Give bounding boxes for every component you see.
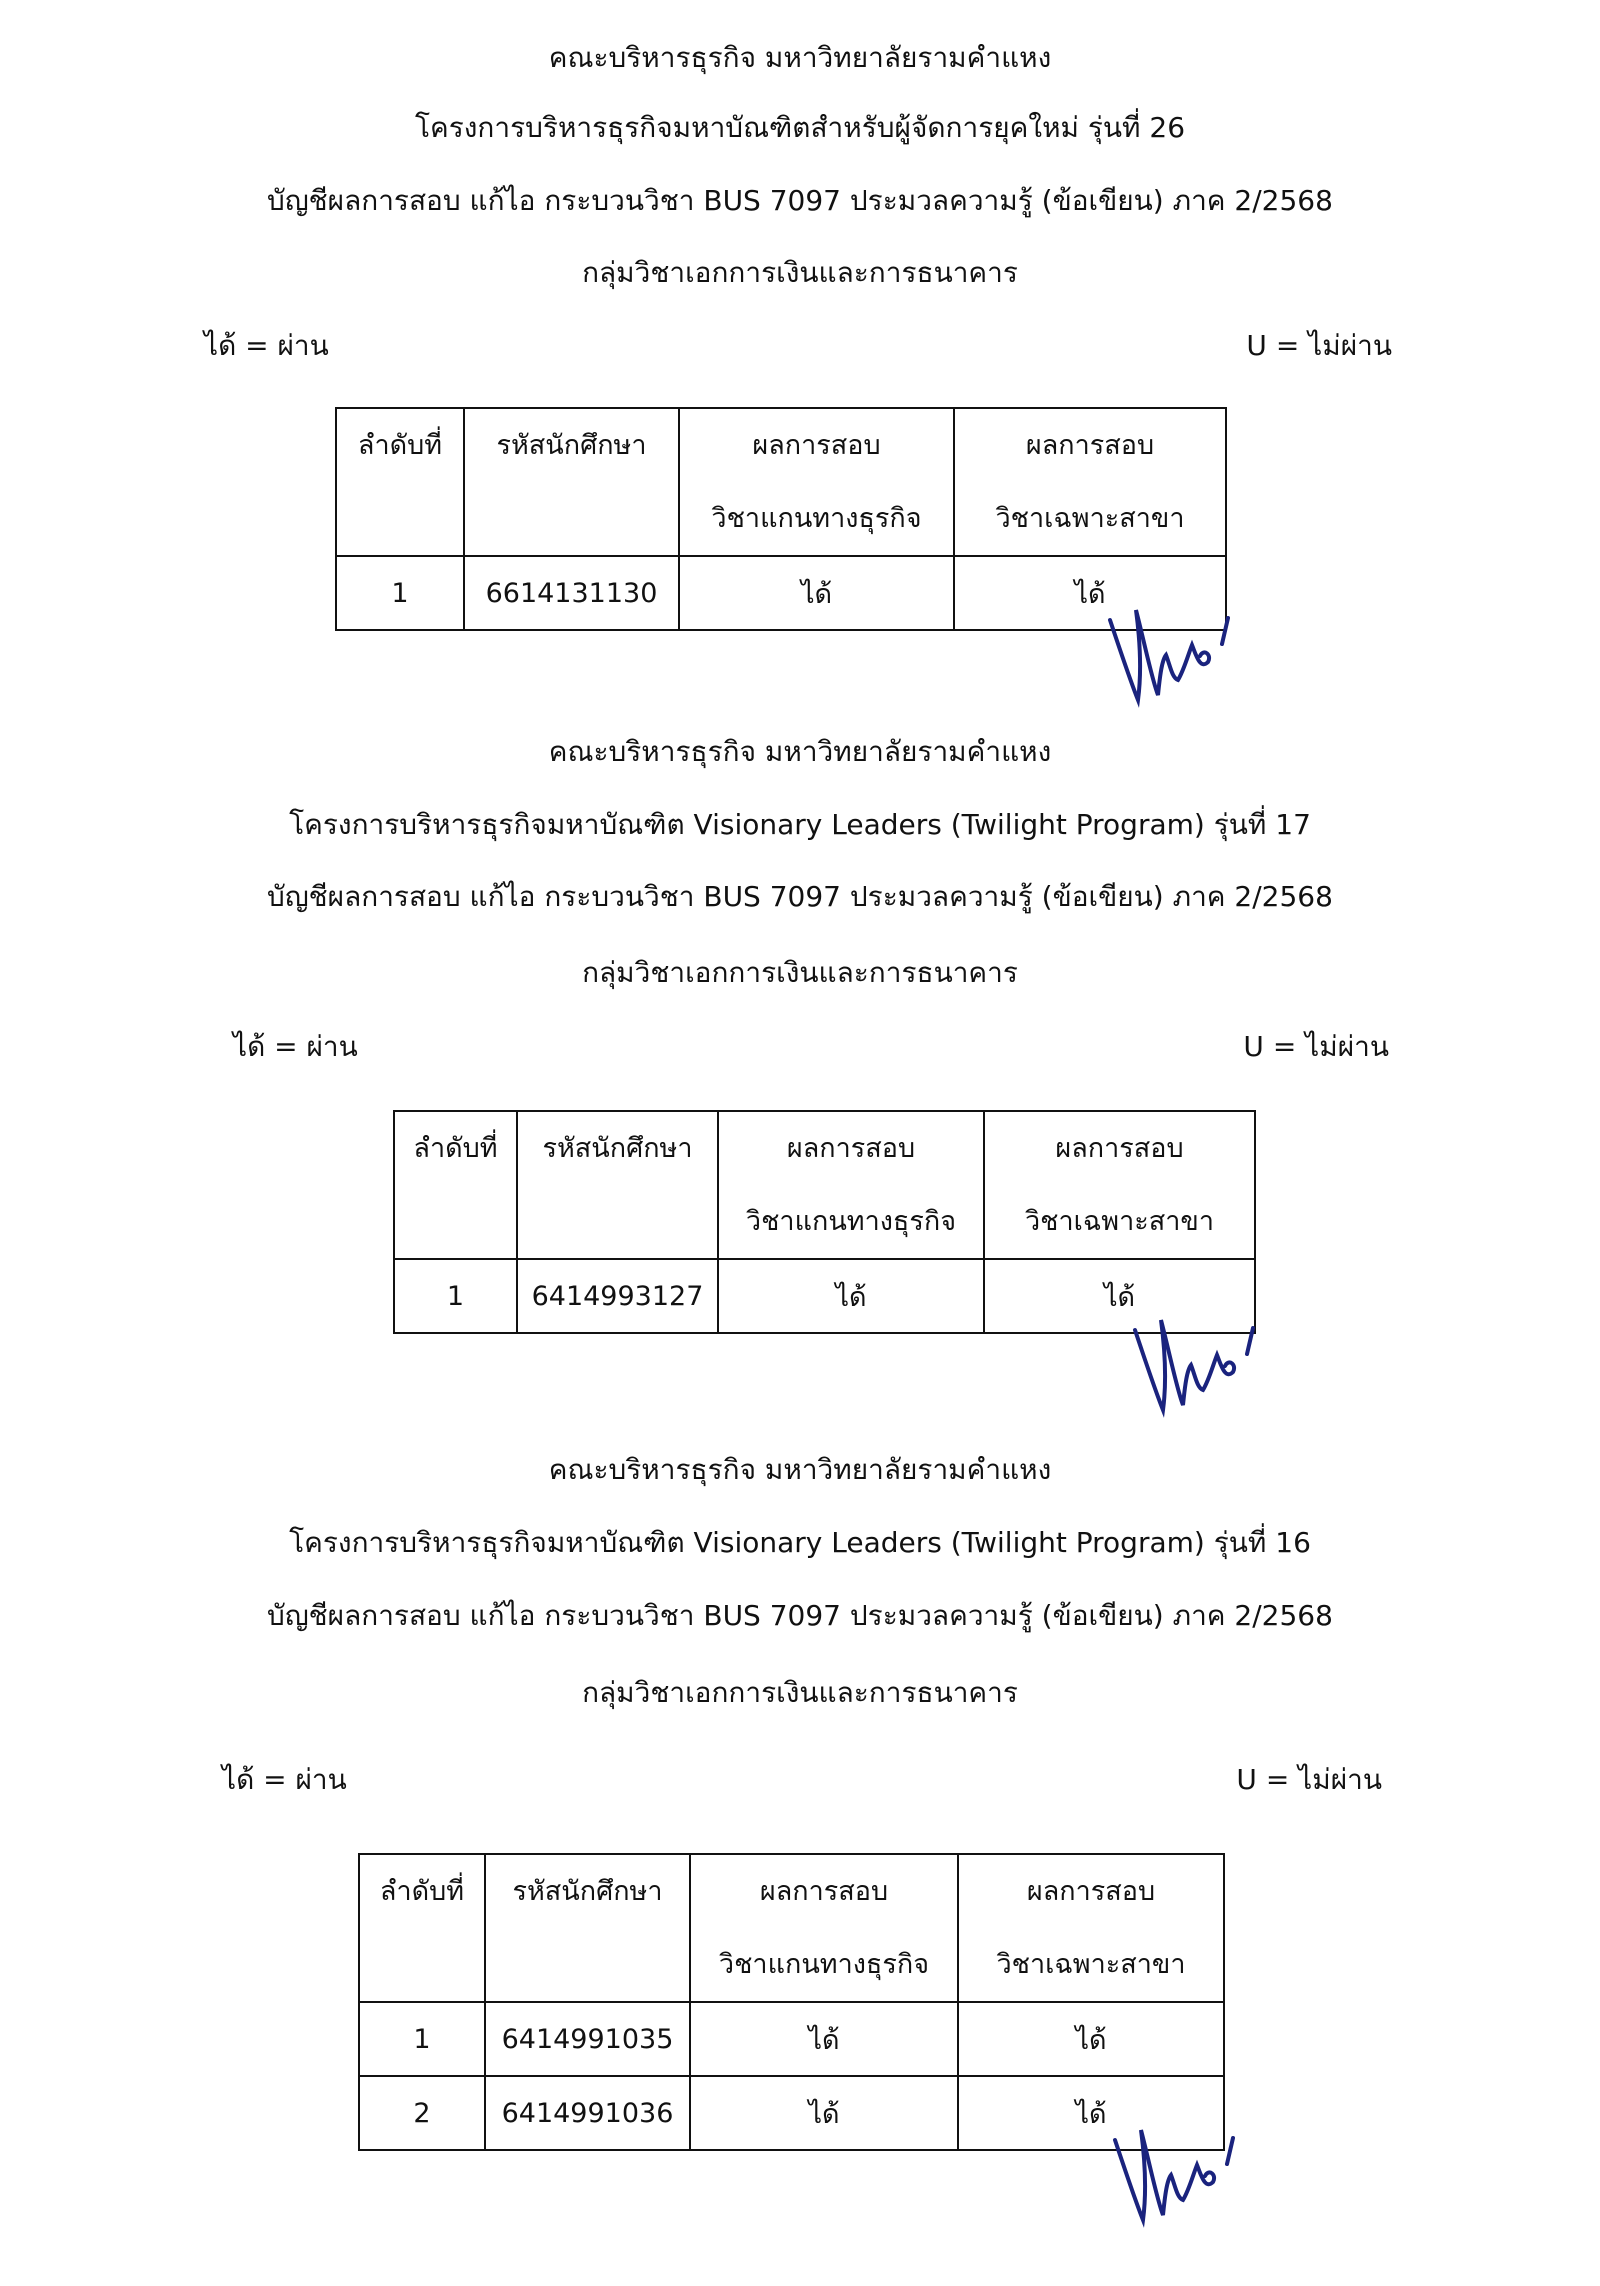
header-result-major: [958, 1854, 1224, 2002]
core-result: ได้: [690, 2002, 958, 2076]
header-result-label: ผลการสอบ: [786, 1133, 916, 1164]
legend-pass: ได้ = ผ่าน: [222, 1763, 347, 1796]
core-result: ได้: [679, 556, 954, 630]
header-row: [359, 1854, 1224, 2002]
title-line-3: บัญชีผลการสอบ แก้ไอ กระบวนวิชา BUS 7097 ประมวลความรู้ (ข้อเขียน) ภาค 2/2568: [267, 184, 1333, 217]
core-result: ได้: [718, 1259, 984, 1333]
table-row: [359, 2002, 1224, 2076]
header-core: วิชาแกนทางธุรกิจ: [711, 503, 922, 534]
row-no: 1: [359, 2002, 485, 2076]
title-line-4: กลุ่มวิชาเอกการเงินและการธนาคาร: [582, 956, 1018, 989]
header-student-id: รหัสนักศึกษา: [517, 1111, 718, 1259]
header-result-core: [679, 408, 954, 556]
row-no: 2: [359, 2076, 485, 2150]
results-table: [335, 407, 1227, 631]
header-result-major: [954, 408, 1226, 556]
legend-fail: U = ไม่ผ่าน: [1243, 1030, 1389, 1063]
header-row: [336, 408, 1226, 556]
title-line-2: โครงการบริหารธุรกิจมหาบัณฑิตสำหรับผู้จัดการยุคใหม่ รุ่นที่ 26: [414, 111, 1186, 144]
header-no: ลำดับที่: [394, 1111, 517, 1259]
legend-fail: U = ไม่ผ่าน: [1236, 1763, 1382, 1796]
title-line-3: บัญชีผลการสอบ แก้ไอ กระบวนวิชา BUS 7097 ประมวลความรู้ (ข้อเขียน) ภาค 2/2568: [267, 1599, 1333, 1632]
header-result-core: [690, 1854, 958, 2002]
major-result: ได้: [954, 556, 1226, 630]
results-table: [358, 1853, 1225, 2151]
header-major: วิชาเฉพาะสาขา: [1025, 1206, 1214, 1237]
table-row: [359, 2076, 1224, 2150]
title-line-2: โครงการบริหารธุรกิจมหาบัณฑิต Visionary Leaders (Twilight Program) รุ่นที่ 17: [289, 808, 1311, 841]
title-line-1: คณะบริหารธุรกิจ มหาวิทยาลัยรามคำแหง: [548, 735, 1052, 768]
header-core: วิชาแกนทางธุรกิจ: [718, 1949, 930, 1980]
header-result-label: ผลการสอบ: [752, 430, 881, 461]
title-line-4: กลุ่มวิชาเอกการเงินและการธนาคาร: [582, 1676, 1018, 1709]
header-result-label: ผลการสอบ: [759, 1876, 889, 1907]
core-result: ได้: [690, 2076, 958, 2150]
header-student-id: รหัสนักศึกษา: [464, 408, 679, 556]
major-result: ได้: [958, 2076, 1224, 2150]
row-no: 1: [394, 1259, 517, 1333]
student-id: 6414993127: [517, 1259, 718, 1333]
title-line-2: โครงการบริหารธุรกิจมหาบัณฑิต Visionary Leaders (Twilight Program) รุ่นที่ 16: [289, 1526, 1311, 1559]
title-line-3: บัญชีผลการสอบ แก้ไอ กระบวนวิชา BUS 7097 ประมวลความรู้ (ข้อเขียน) ภาค 2/2568: [267, 880, 1333, 913]
student-id: 6414991036: [485, 2076, 690, 2150]
student-id: 6414991035: [485, 2002, 690, 2076]
header-row: [394, 1111, 1255, 1259]
header-student-id: รหัสนักศึกษา: [485, 1854, 690, 2002]
signature-icon: [1125, 1310, 1275, 1420]
signature-icon: [1105, 2120, 1255, 2230]
title-line-1: คณะบริหารธุรกิจ มหาวิทยาลัยรามคำแหง: [548, 1453, 1052, 1486]
major-result: ได้: [958, 2002, 1224, 2076]
header-major: วิชาเฉพาะสาขา: [996, 1949, 1186, 1980]
header-major: วิชาเฉพาะสาขา: [995, 503, 1185, 534]
header-result-label: ผลการสอบ: [1025, 430, 1155, 461]
header-core: วิชาแกนทางธุรกิจ: [745, 1206, 957, 1237]
header-no: ลำดับที่: [336, 408, 464, 556]
legend-pass: ได้ = ผ่าน: [204, 329, 329, 362]
major-result: ได้: [984, 1259, 1255, 1333]
results-table: [393, 1110, 1256, 1334]
header-result-label: ผลการสอบ: [1026, 1876, 1156, 1907]
row-no: 1: [336, 556, 464, 630]
title-line-4: กลุ่มวิชาเอกการเงินและการธนาคาร: [582, 256, 1018, 289]
header-result-label: ผลการสอบ: [1055, 1133, 1184, 1164]
header-result-core: [718, 1111, 984, 1259]
header-result-major: [984, 1111, 1255, 1259]
table-row: [336, 556, 1226, 630]
student-id: 6614131130: [464, 556, 679, 630]
signature-icon: [1100, 600, 1250, 710]
title-line-1: คณะบริหารธุรกิจ มหาวิทยาลัยรามคำแหง: [548, 41, 1052, 74]
legend-fail: U = ไม่ผ่าน: [1246, 329, 1392, 362]
header-no: ลำดับที่: [359, 1854, 485, 2002]
legend-pass: ได้ = ผ่าน: [233, 1030, 358, 1063]
